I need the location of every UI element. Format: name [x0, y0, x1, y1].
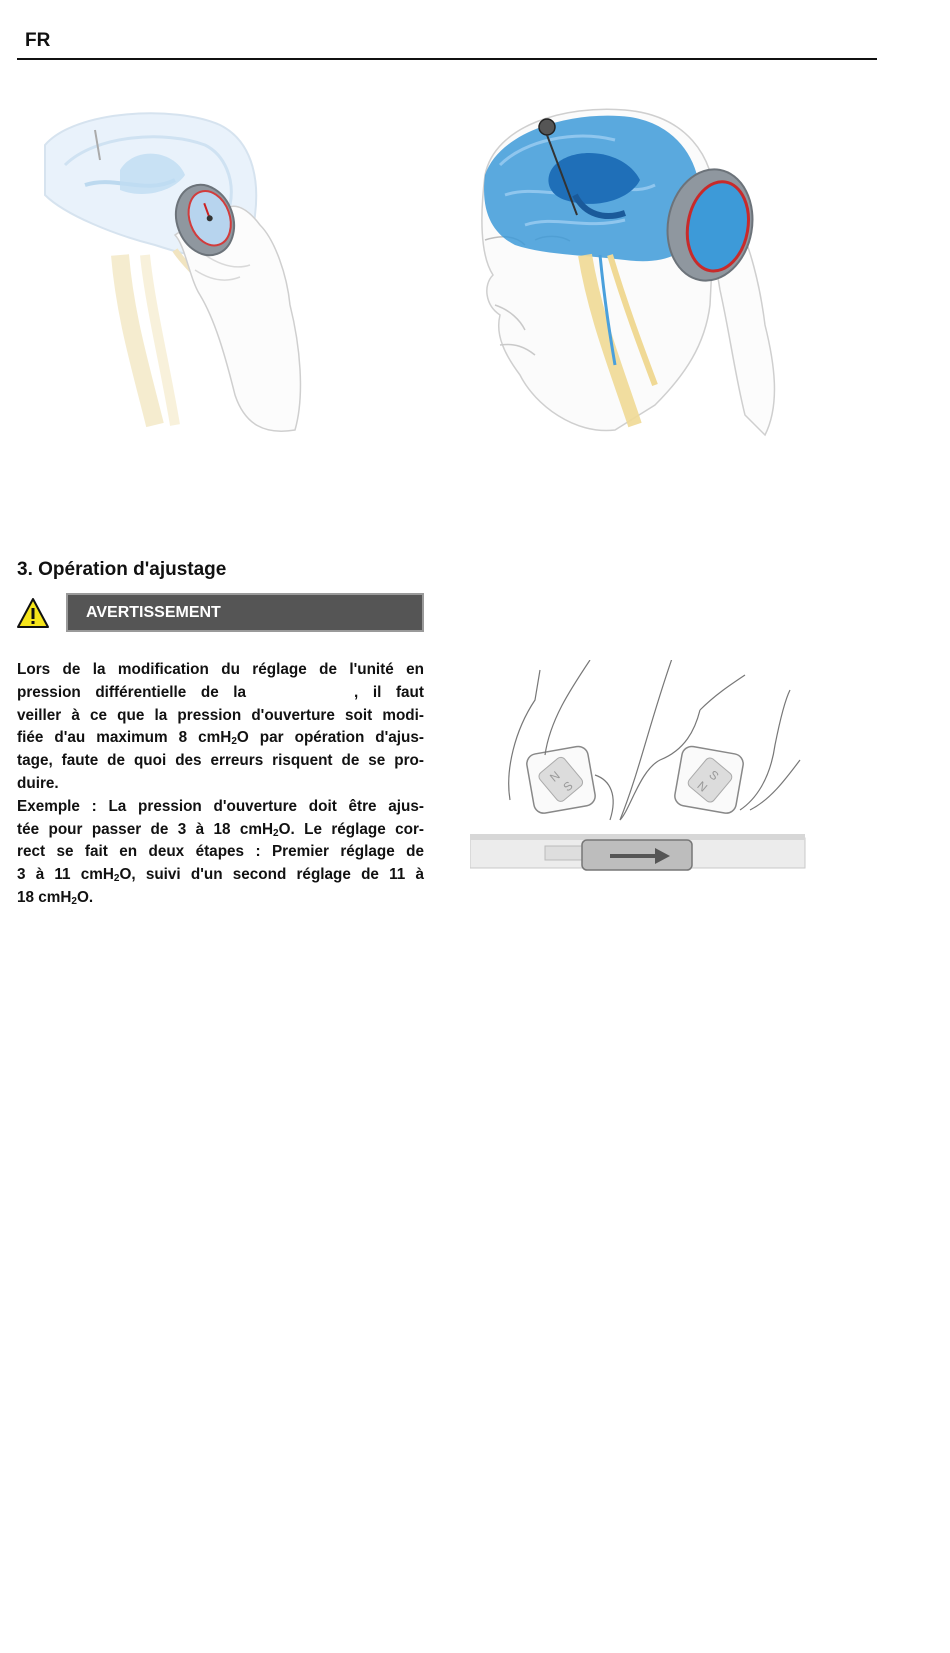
- illustration-head-tool-left: [25, 105, 325, 445]
- section-title: 3. Opération d'ajustage: [17, 559, 227, 580]
- language-code: FR: [25, 30, 51, 51]
- text-line: [17, 887, 424, 910]
- text-line: rect se fait en deux étapes : Premier réglage de: [17, 843, 424, 861]
- warning-label: AVERTISSEMENT: [86, 604, 221, 621]
- magnet-label-n: N: [547, 768, 563, 785]
- warning-text: [17, 659, 424, 910]
- illustration-head-tool-right: [465, 105, 795, 445]
- text-line: Lors de la modification du réglage de l'unité en: [17, 661, 424, 678]
- subscript: 2: [71, 895, 77, 907]
- magnet-label-s: S: [706, 767, 722, 784]
- page-header: [17, 28, 877, 60]
- text-line: [17, 864, 424, 887]
- magnet-label-s: S: [560, 778, 576, 795]
- text-line: [17, 819, 424, 842]
- warning-banner: [66, 593, 424, 632]
- subscript: 2: [231, 736, 237, 748]
- warning-triangle-icon: [16, 597, 50, 629]
- text-fragment: 18 cmH: [17, 888, 72, 906]
- text-fragment: , il faut: [354, 683, 424, 701]
- text-line: duire.: [17, 774, 59, 792]
- magnet-label-n: N: [694, 778, 711, 795]
- subscript: 2: [273, 827, 279, 839]
- text-line: Exemple : La pression d'ouverture doit être ajus-: [17, 797, 424, 815]
- text-line: [17, 682, 424, 705]
- text-fragment: O par opération d'ajus-: [236, 729, 424, 747]
- text-fragment: O. Le réglage cor-: [278, 820, 425, 838]
- text-line: veiller à ce que la pression d'ouverture soit modi-: [17, 706, 424, 724]
- illustration-magnet-adjustment: [470, 660, 820, 890]
- subscript: 2: [113, 873, 120, 885]
- text-fragment: O.: [76, 888, 94, 906]
- text-line: [17, 727, 424, 750]
- text-fragment: pression différentielle de la: [17, 683, 247, 701]
- text-fragment: 3 à 11 cmH: [17, 866, 114, 884]
- text-fragment: O, suivi d'un second réglage de 11 à: [119, 866, 424, 884]
- text-fragment: tée pour passer de 3 à 18 cmH: [17, 820, 274, 838]
- text-fragment: fiée d'au maximum 8 cmH: [17, 729, 232, 747]
- text-line: tage, faute de quoi des erreurs risquent de se pro-: [17, 752, 424, 770]
